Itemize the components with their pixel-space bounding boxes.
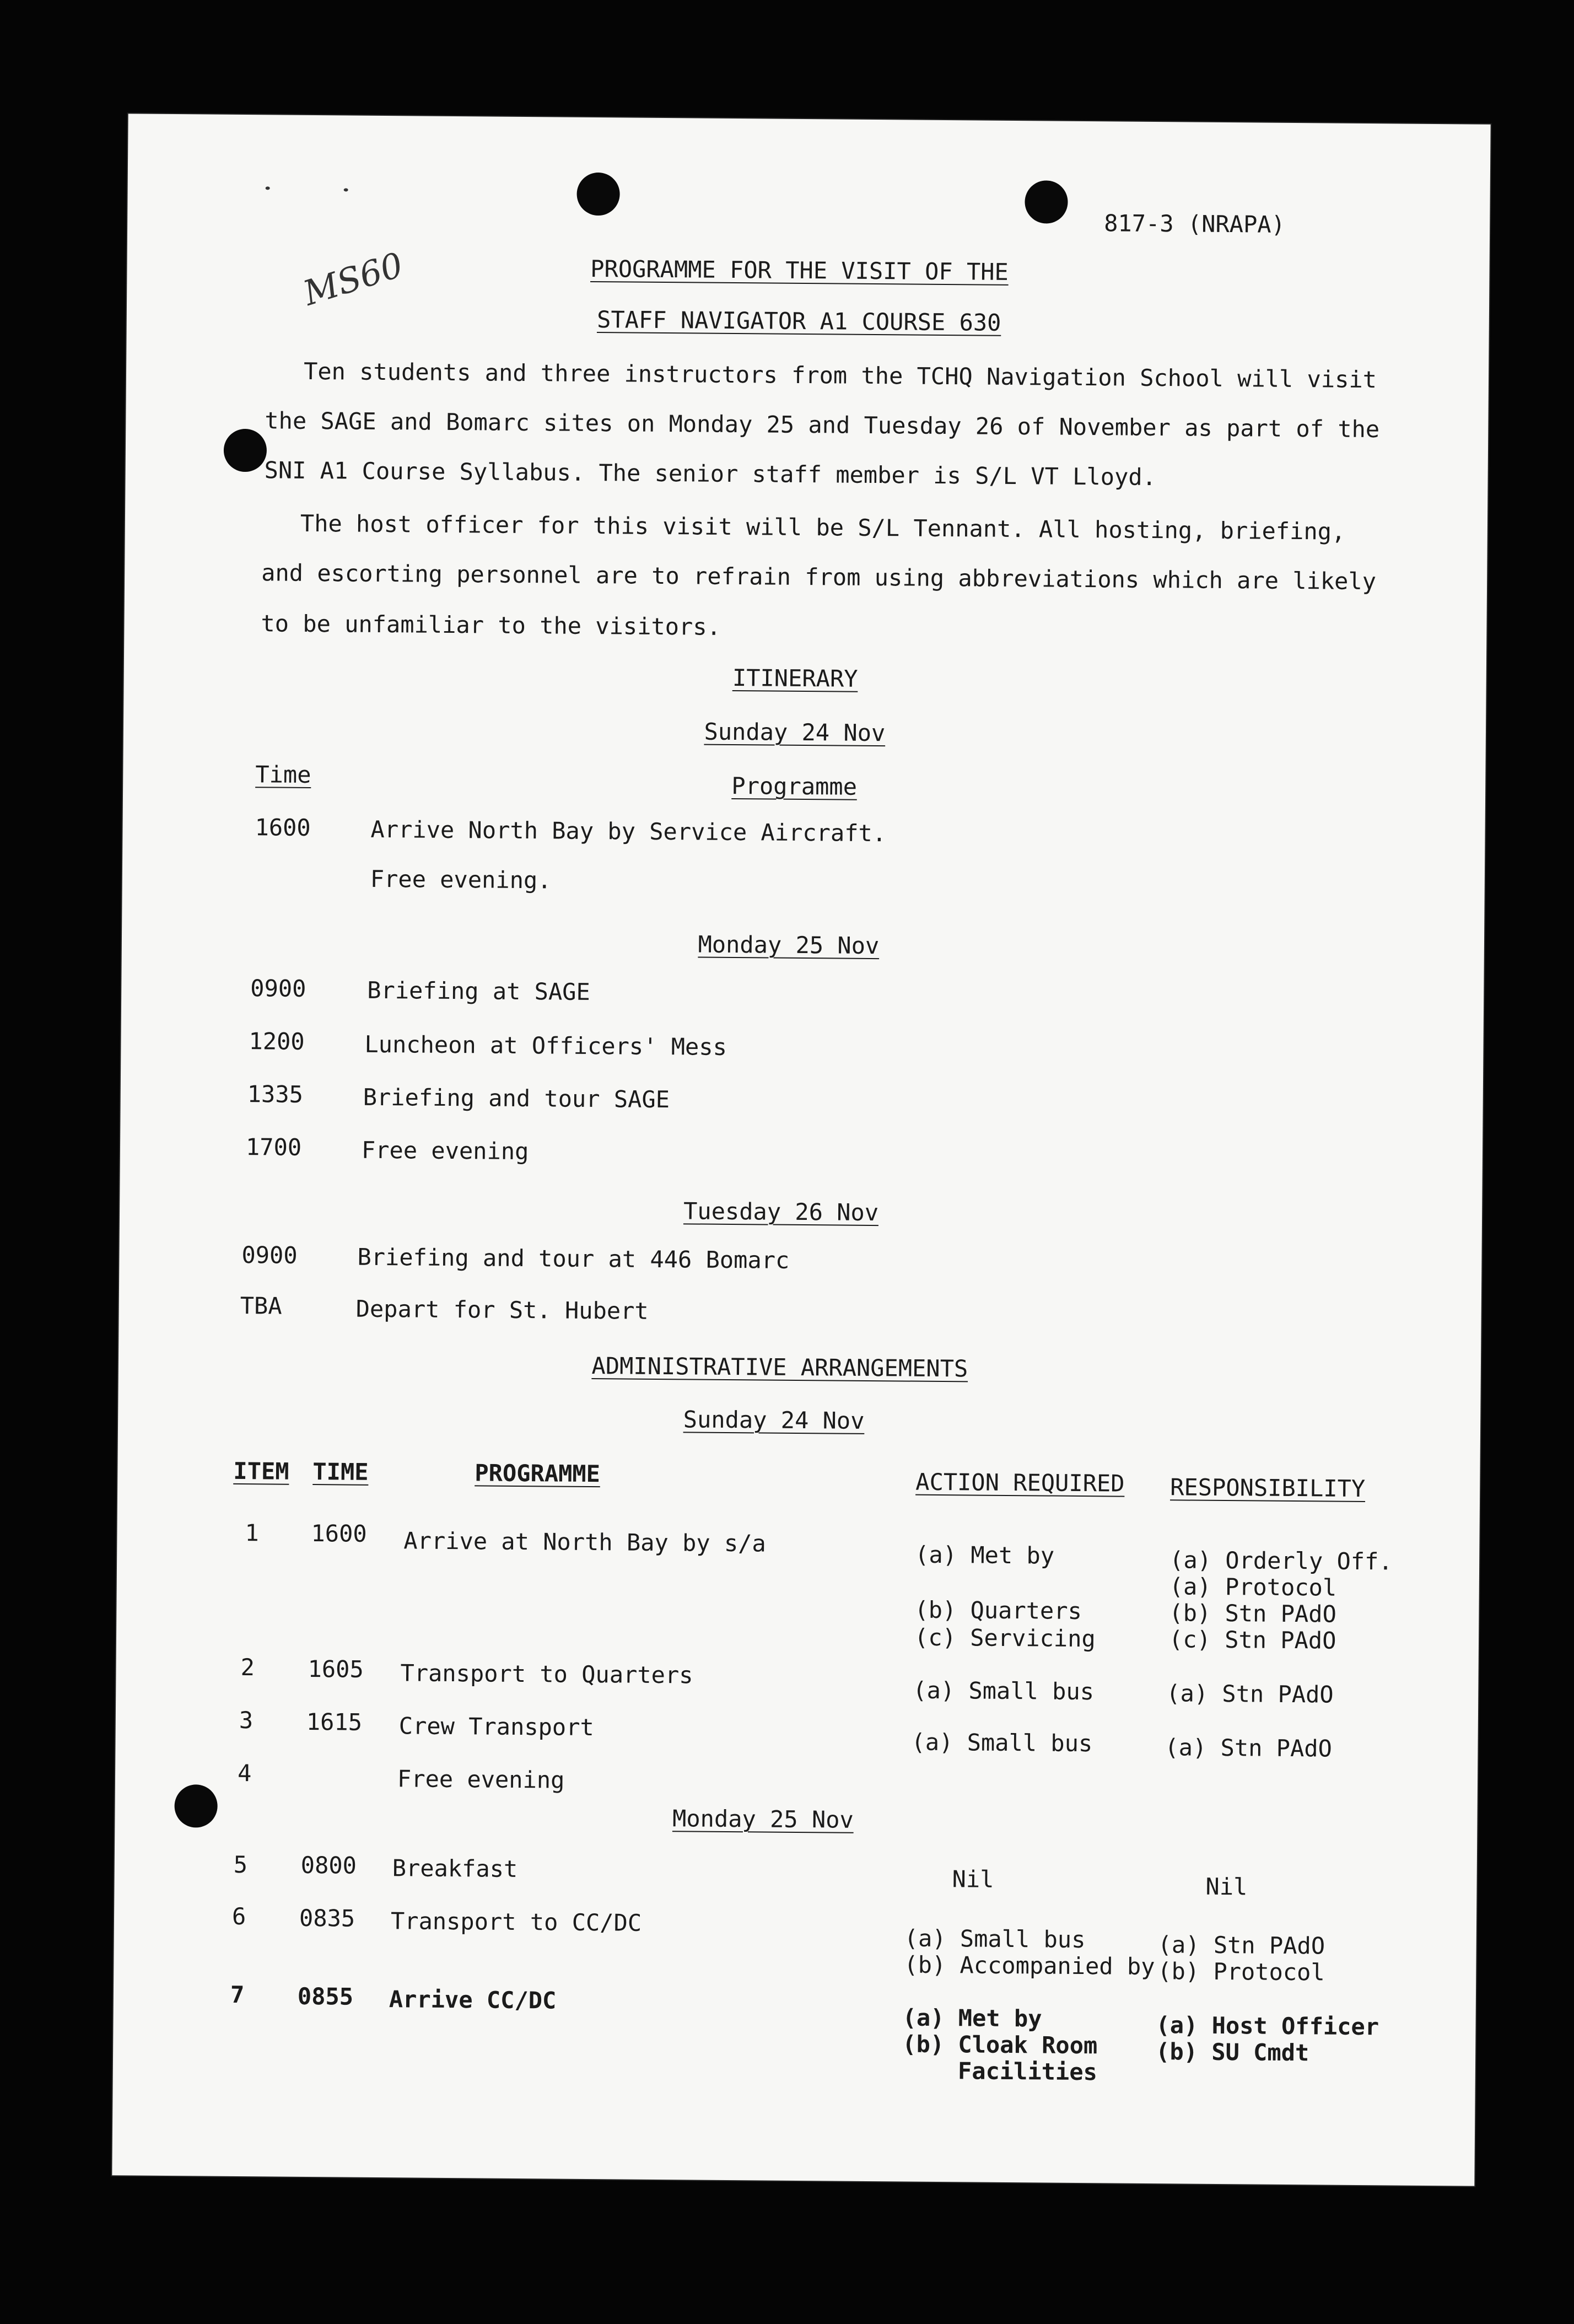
- admin-col-programme: PROGRAMME: [475, 1459, 601, 1488]
- admin-time: 1605: [308, 1655, 364, 1683]
- admin-time: 1600: [311, 1520, 367, 1547]
- admin-responsibility: (a) Stn PAdO: [1157, 1931, 1325, 1960]
- admin-action: (b) Accompanied by: [904, 1951, 1155, 1981]
- admin-responsibility: (b) SU Cmdt: [1155, 2038, 1309, 2067]
- admin-action: (c) Servicing: [914, 1623, 1096, 1653]
- itinerary-time: 0900: [241, 1241, 298, 1269]
- admin-responsibility: (a) Orderly Off.: [1169, 1546, 1393, 1575]
- admin-programme: Arrive at North Bay by s/a: [403, 1527, 767, 1557]
- itinerary-text: Arrive North Bay by Service Aircraft.: [370, 815, 887, 847]
- admin-time: 0800: [300, 1851, 357, 1879]
- title-line-1: PROGRAMME FOR THE VISIT OF THE: [590, 255, 1009, 286]
- admin-day-sunday: Sunday 24 Nov: [683, 1406, 865, 1434]
- intro-line-5: and escorting personnel are to refrain from using abbreviations which are likely: [261, 559, 1377, 595]
- itinerary-heading: ITINERARY: [732, 664, 858, 692]
- admin-day-monday: Monday 25 Nov: [672, 1805, 854, 1833]
- admin-responsibility: (a) Host Officer: [1156, 2011, 1379, 2041]
- title-line-2: STAFF NAVIGATOR A1 COURSE 630: [596, 306, 1001, 336]
- itinerary-time: TBA: [240, 1292, 282, 1320]
- itinerary-text: Depart for St. Hubert: [355, 1295, 649, 1325]
- itinerary-day-sunday: Sunday 24 Nov: [704, 718, 886, 747]
- punch-hole-left-lower: [174, 1784, 218, 1828]
- admin-col-responsibility: RESPONSIBILITY: [1170, 1473, 1366, 1503]
- admin-col-time: TIME: [312, 1458, 369, 1486]
- intro-line-2: the SAGE and Bomarc sites on Monday 25 and Tuesday 26 of November as part of the: [265, 407, 1380, 443]
- itinerary-text: Free evening.: [370, 865, 552, 894]
- admin-action: (a) Small bus: [911, 1728, 1093, 1757]
- itinerary-time: 1335: [247, 1080, 304, 1108]
- itinerary-day-monday: Monday 25 Nov: [698, 930, 880, 960]
- admin-programme: Arrive CC/DC: [389, 1986, 557, 2014]
- punch-hole-top-right: [1025, 180, 1068, 224]
- admin-action: (a) Small bus: [904, 1924, 1086, 1954]
- admin-item: 7: [230, 1981, 245, 2009]
- itinerary-time: 1700: [245, 1133, 302, 1161]
- admin-action: (a) Small bus: [913, 1676, 1095, 1706]
- admin-programme: Free evening: [397, 1765, 565, 1794]
- admin-programme: Crew Transport: [398, 1712, 594, 1741]
- itinerary-text: Briefing and tour at 446 Bomarc: [357, 1243, 790, 1274]
- admin-action: Facilities: [902, 2057, 1098, 2086]
- admin-responsibility: (a) Stn PAdO: [1166, 1680, 1334, 1708]
- itinerary-time: 1200: [249, 1027, 305, 1055]
- speck-mark: [344, 188, 348, 191]
- admin-time: 0835: [299, 1904, 355, 1932]
- punch-hole-top-left: [576, 173, 620, 216]
- admin-action: (a) Met by: [915, 1541, 1055, 1569]
- itinerary-col-time: Time: [255, 761, 311, 788]
- handwritten-note: MS60: [298, 244, 408, 314]
- reference-number: 817-3 (NRAPA): [1104, 209, 1286, 238]
- admin-programme: Breakfast: [392, 1854, 518, 1882]
- itinerary-text: Free evening: [361, 1136, 529, 1165]
- admin-item: 3: [239, 1707, 254, 1734]
- admin-action: (a) Met by: [902, 2004, 1042, 2032]
- punch-hole-left-upper: [224, 429, 267, 472]
- admin-responsibility: (a) Stn PAdO: [1165, 1734, 1333, 1762]
- intro-line-4: The host officer for this visit will be S/L Tennant. All hosting, briefing,: [300, 509, 1346, 545]
- admin-col-item: ITEM: [233, 1457, 289, 1485]
- admin-time: 0855: [297, 1982, 354, 2010]
- itinerary-time: 0900: [250, 975, 306, 1002]
- admin-action: (b) Cloak Room: [902, 2030, 1098, 2059]
- itinerary-text: Briefing at SAGE: [367, 976, 591, 1005]
- itinerary-day-tuesday: Tuesday 26 Nov: [683, 1197, 879, 1226]
- itinerary-text: Briefing and tour SAGE: [363, 1083, 670, 1113]
- intro-line-3: SNI A1 Course Syllabus. The senior staff member is S/L VT Lloyd.: [264, 456, 1157, 491]
- itinerary-time: 1600: [255, 814, 311, 841]
- admin-action: Nil: [952, 1865, 994, 1893]
- admin-responsibility: (b) Protocol: [1157, 1957, 1325, 1986]
- admin-item: 1: [245, 1519, 260, 1547]
- admin-item: 4: [237, 1760, 252, 1787]
- intro-line-6: to be unfamiliar to the visitors.: [261, 610, 721, 641]
- admin-heading: ADMINISTRATIVE ARRANGEMENTS: [591, 1352, 968, 1382]
- itinerary-text: Luncheon at Officers' Mess: [364, 1030, 727, 1061]
- admin-responsibility: (a) Protocol: [1169, 1573, 1337, 1601]
- speck-mark: [266, 186, 270, 190]
- admin-item: 2: [240, 1654, 255, 1681]
- admin-time: 1615: [306, 1708, 363, 1736]
- admin-programme: Transport to CC/DC: [390, 1907, 642, 1936]
- itinerary-col-programme: Programme: [731, 772, 858, 800]
- admin-programme: Transport to Quarters: [400, 1659, 693, 1689]
- intro-line-1: Ten students and three instructors from the TCHQ Navigation School will visit: [303, 357, 1377, 394]
- admin-action: (b) Quarters: [914, 1596, 1082, 1625]
- admin-col-action: ACTION REQUIRED: [915, 1468, 1125, 1497]
- admin-item: 6: [231, 1902, 246, 1930]
- admin-responsibility: (c) Stn PAdO: [1168, 1626, 1336, 1654]
- admin-responsibility: (b) Stn PAdO: [1169, 1599, 1337, 1628]
- admin-responsibility: Nil: [1205, 1873, 1248, 1901]
- admin-item: 5: [233, 1850, 248, 1879]
- document-page: [112, 114, 1490, 2186]
